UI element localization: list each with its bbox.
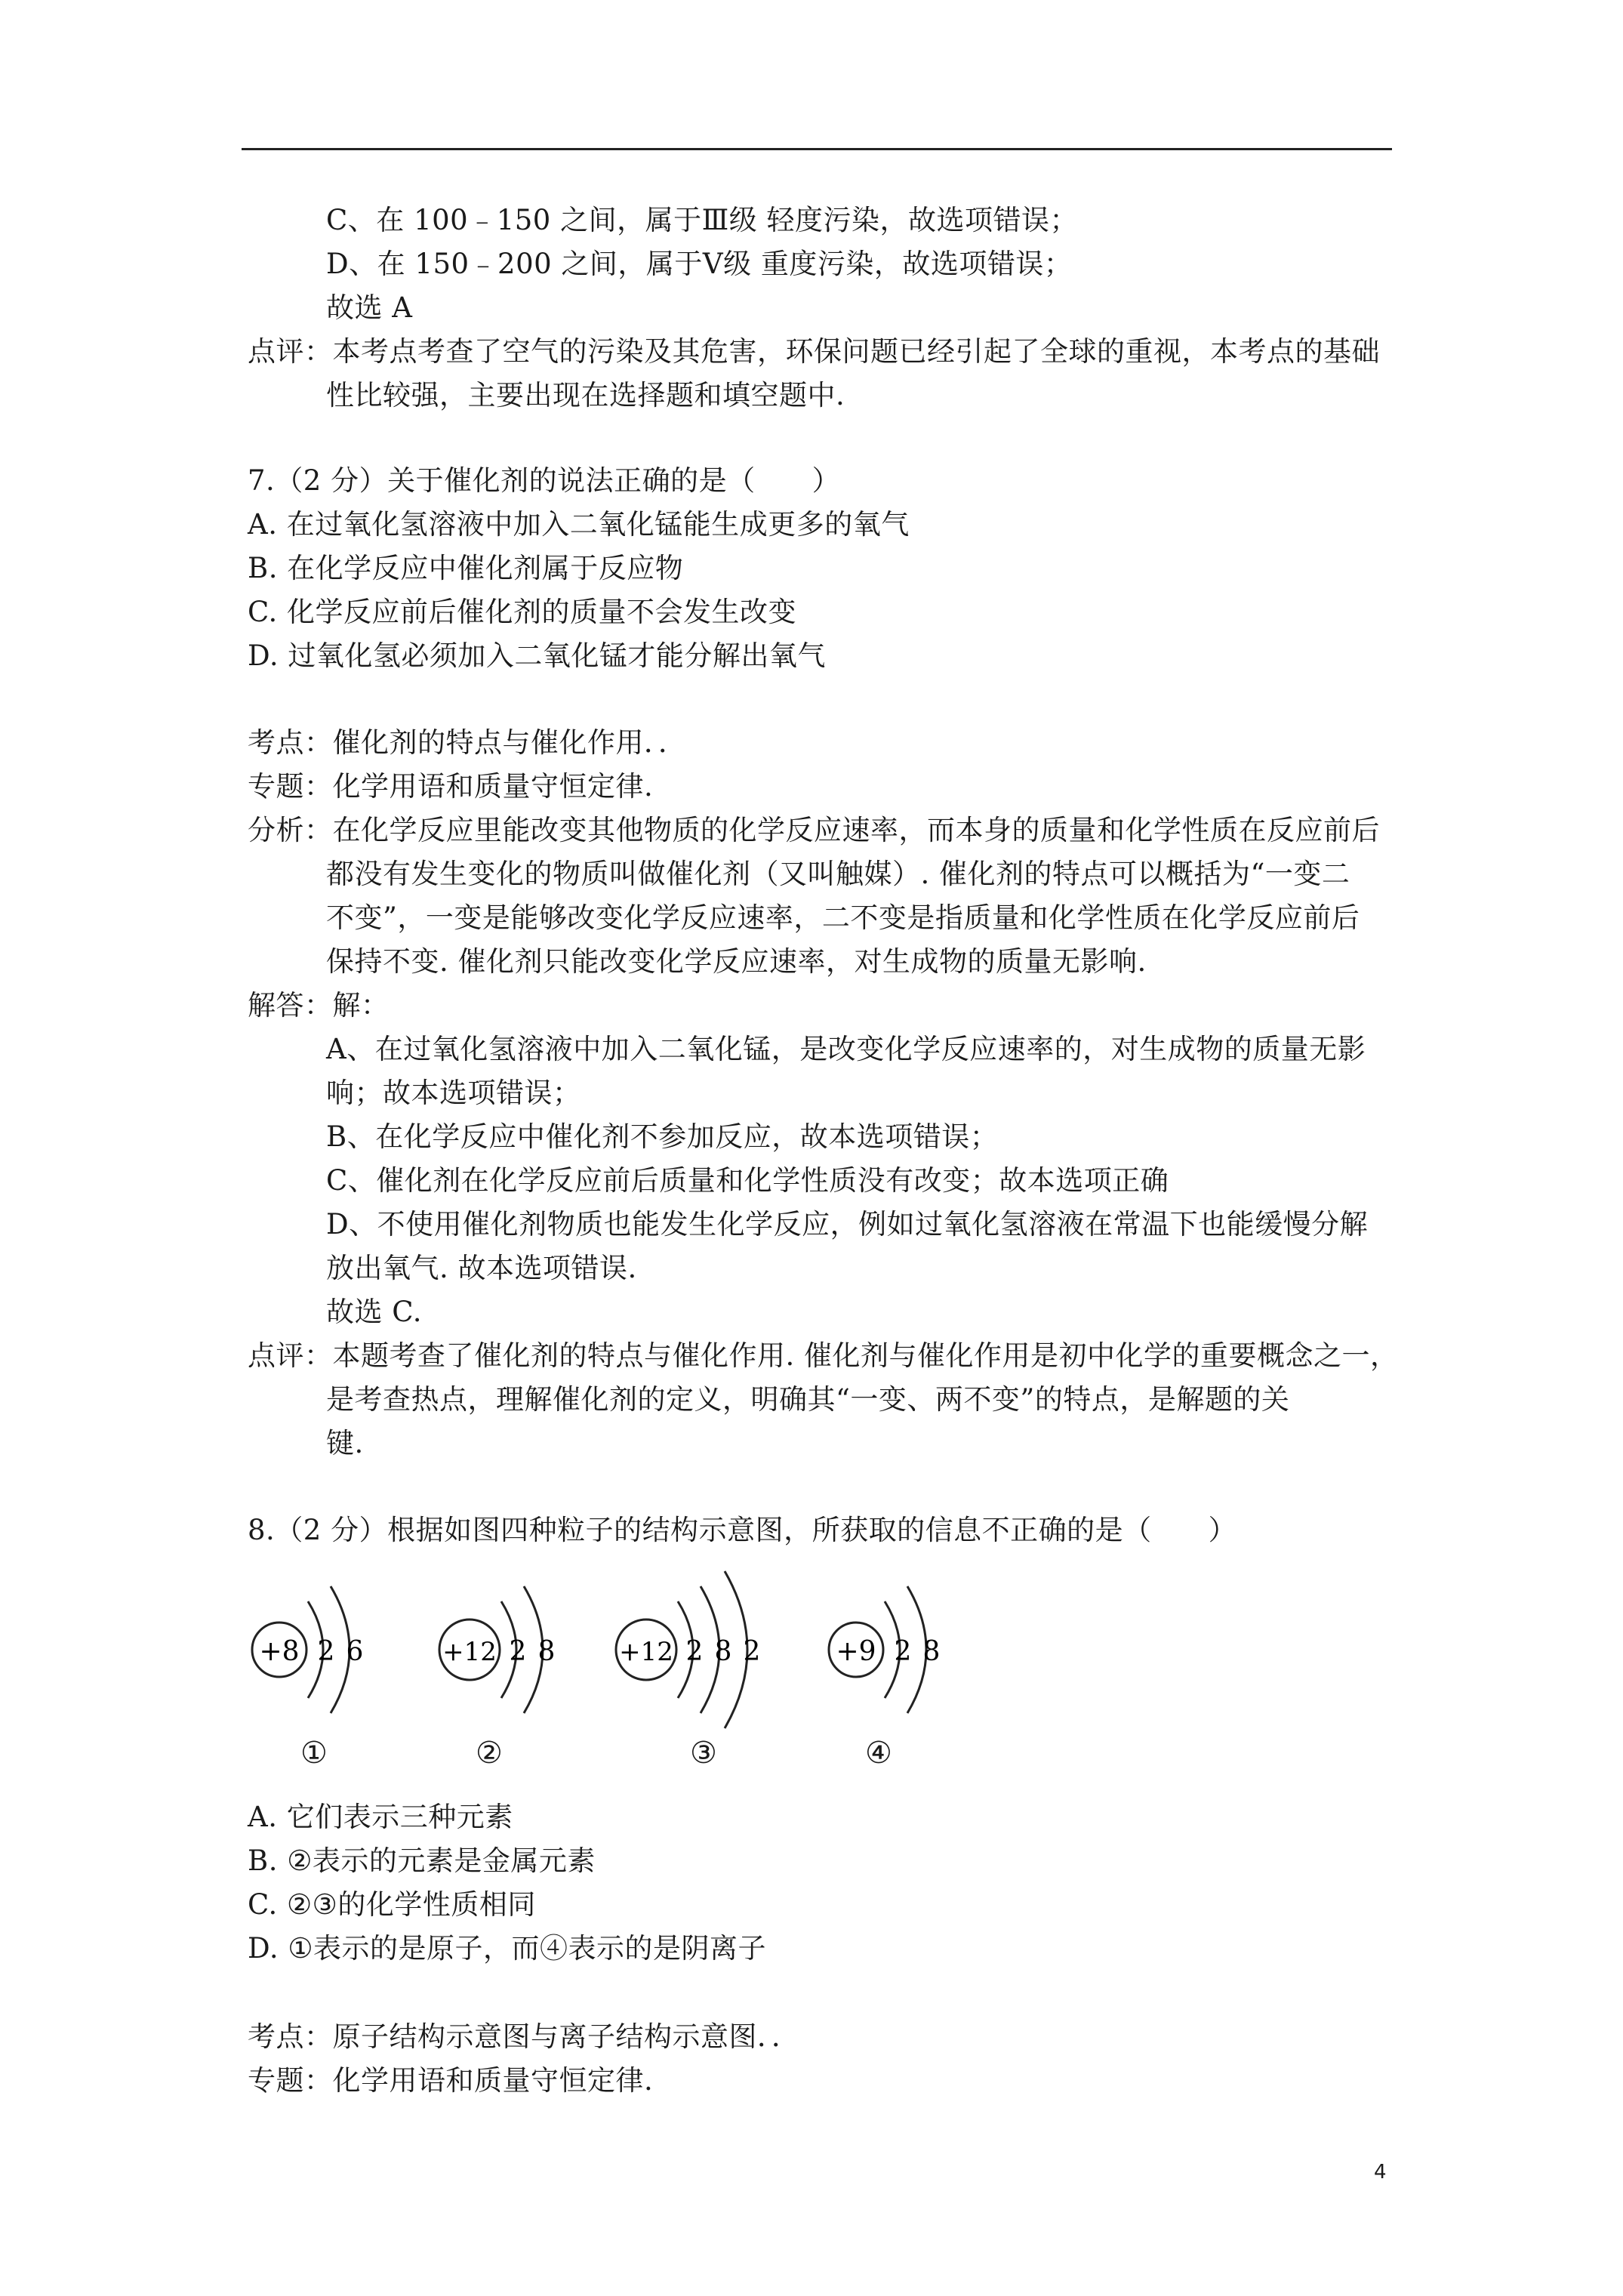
particle-2 — [439, 1586, 555, 1713]
q6-comment-2: 性比较强，主要出现在选择题和填空题中. — [326, 379, 845, 411]
particle-4-nucleus: +9 — [836, 1636, 876, 1667]
q7-zhuanti: 专题：化学用语和质量守恒定律. — [248, 770, 654, 803]
particle-3-shell-2: 8 — [714, 1636, 732, 1667]
particle-3 — [616, 1571, 760, 1728]
q7-comment-2: 是考查热点，理解催化剂的定义，明确其“一变、两不变”的特点，是解题的关 — [326, 1383, 1290, 1416]
particle-4-label: ④ — [865, 1736, 892, 1771]
q7-solution-head: 解答：解： — [248, 989, 390, 1022]
particle-4-shell-2: 8 — [922, 1636, 941, 1667]
q7-solution-a-2: 响；故本选项错误； — [326, 1077, 581, 1109]
q6-line-d: D、在 150﹣200 之间，属于Ⅴ级 重度污染，故选项错误； — [326, 248, 1073, 280]
q8-option-c: C. ②③的化学性质相同 — [248, 1888, 536, 1921]
q7-kaodian: 考点：催化剂的特点与催化作用．． — [248, 726, 687, 759]
q7-comment-3: 键. — [326, 1427, 364, 1459]
q8-zhuanti: 专题：化学用语和质量守恒定律. — [248, 2064, 654, 2097]
q7-analysis-3: 不变”，一变是能够改变化学反应速率，二不变是指质量和化学性质在化学反应前后 — [326, 901, 1360, 934]
particle-4-shell-1: 2 — [894, 1636, 912, 1667]
particle-1-nucleus: +8 — [259, 1636, 300, 1667]
q7-answer: 故选 C. — [326, 1296, 423, 1328]
q7-analysis-2: 都没有发生变化的物质叫做催化剂（又叫触媒）. 催化剂的特点可以概括为“一变二 — [326, 858, 1350, 890]
q7-option-c: C. 化学反应前后催化剂的质量不会发生改变 — [248, 596, 797, 628]
particle-2-shell-2: 8 — [537, 1636, 556, 1667]
q8-kaodian: 考点：原子结构示意图与离子结构示意图．． — [248, 2020, 800, 2053]
q7-stem: 7.（2 分）关于催化剂的说法正确的是（ ） — [248, 464, 841, 497]
particle-3-shell-3: 2 — [743, 1636, 761, 1667]
particle-3-nucleus: +12 — [619, 1637, 673, 1667]
q7-analysis-4: 保持不变. 催化剂只能改变化学反应速率，对生成物的质量无影响. — [326, 945, 1147, 978]
q7-comment-1: 点评：本题考查了催化剂的特点与催化作用. 催化剂与催化作用是初中化学的重要概念之一， — [248, 1339, 1399, 1372]
q7-solution-b: B、在化学反应中催化剂不参加反应，故本选项错误； — [326, 1120, 999, 1153]
q7-solution-c: C、催化剂在化学反应前后质量和化学性质没有改变；故本选项正确 — [326, 1164, 1169, 1197]
q6-comment-1: 点评：本考点考查了空气的污染及其危害，环保问题已经引起了全球的重视，本考点的基础 — [248, 335, 1380, 368]
particle-3-label: ③ — [690, 1736, 717, 1771]
q6-answer: 故选 A — [326, 291, 413, 324]
q7-option-d: D. 过氧化氢必须加入二氧化锰才能分解出氧气 — [248, 639, 826, 672]
particle-2-nucleus: +12 — [442, 1637, 497, 1667]
q7-option-a: A. 在过氧化氢溶液中加入二氧化锰能生成更多的氧气 — [248, 508, 910, 541]
q7-analysis-1: 分析：在化学反应里能改变其他物质的化学反应速率，而本身的质量和化学性质在反应前后 — [248, 814, 1380, 846]
particle-1 — [252, 1586, 363, 1713]
q8-option-b: B. ②表示的元素是金属元素 — [248, 1845, 596, 1877]
particle-1-label: ① — [300, 1736, 328, 1771]
q8-stem: 8.（2 分）根据如图四种粒子的结构示意图，所获取的信息不正确的是（ ） — [248, 1514, 1237, 1546]
q7-solution-a-1: A、在过氧化氢溶液中加入二氧化锰，是改变化学反应速率的，对生成物的质量无影 — [326, 1033, 1366, 1065]
page-number: 4 — [1374, 2161, 1387, 2184]
particle-2-shell-1: 2 — [509, 1636, 527, 1667]
particle-1-shell-1: 2 — [317, 1636, 335, 1667]
particle-2-label: ② — [476, 1736, 503, 1771]
header-rule — [242, 148, 1392, 150]
q8-option-d: D. ①表示的是原子，而④表示的是阴离子 — [248, 1932, 767, 1965]
q7-solution-d-1: D、不使用催化剂物质也能发生化学反应，例如过氧化氢溶液在常温下也能缓慢分解 — [326, 1208, 1369, 1240]
q7-option-b: B. 在化学反应中催化剂属于反应物 — [248, 552, 684, 584]
q6-line-c: C、在 100﹣150 之间，属于Ⅲ级 轻度污染，故选项错误； — [326, 204, 1079, 236]
particle-3-shell-1: 2 — [685, 1636, 704, 1667]
q7-solution-d-2: 放出氧气. 故本选项错误. — [326, 1252, 637, 1284]
q8-option-a: A. 它们表示三种元素 — [248, 1801, 513, 1833]
particle-1-shell-2: 6 — [346, 1636, 364, 1667]
particle-4 — [829, 1586, 940, 1713]
